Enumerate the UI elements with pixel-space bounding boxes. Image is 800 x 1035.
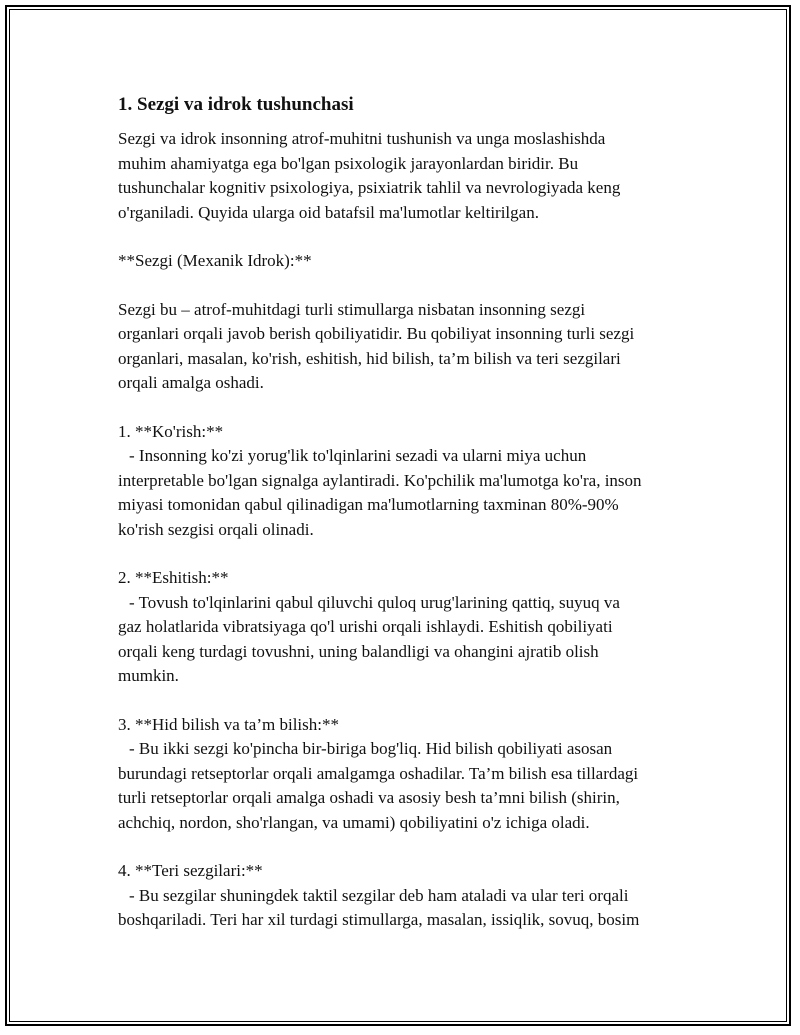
list-item-line: boshqariladi. Teri har xil turdagi stimullarga, masalan, issiqlik, sovuq, bosim: [118, 910, 640, 929]
definition-line: Sezgi bu – atrof-muhitdagi turli stimullarga nisbatan insonning sezgi: [118, 299, 586, 319]
definition-line: orqali amalga oshadi.: [118, 373, 264, 392]
list-item-title: 4. **Teri sezgilari:**: [118, 861, 263, 880]
list-item-line: achchiq, nordon, sho'rlangan, va umami) qobiliyatini o'z ichiga oladi.: [118, 812, 590, 832]
section-heading: 1. Sezgi va idrok tushunchasi: [118, 94, 354, 115]
list-item-line: mumkin.: [118, 666, 179, 685]
list-item-line: - Insonning ko'zi yorug'lik to'lqinlarini sezadi va ularni miya uchun: [129, 446, 587, 465]
list-item-line: - Tovush to'lqinlarini qabul qiluvchi quloq urug'larining qattiq, suyuq va: [129, 592, 620, 612]
list-item-line: ko'rish sezgisi orqali olinadi.: [118, 519, 314, 539]
list-item-teri: [118, 859, 693, 933]
list-item-eshitish: [118, 566, 693, 689]
document-body: [118, 93, 693, 957]
intro-paragraph: [118, 127, 693, 225]
list-item-title: 2. **Eshitish:**: [118, 568, 229, 587]
list-item-line: - Bu sezgilar shuningdek taktil sezgilar deb ham ataladi va ular teri orqali: [129, 885, 629, 905]
definition-paragraph: [118, 298, 693, 396]
list-item-title: 3. **Hid bilish va ta’m bilish:**: [118, 714, 339, 734]
list-item-korish: [118, 420, 693, 543]
list-item-line: turli retseptorlar orqali amalga oshadi va asosiy besh ta’mni bilish (shirin,: [118, 788, 620, 807]
list-item-line: burundagi retseptorlar orqali amalgamga oshadilar. Ta’m bilish esa tillardagi: [118, 763, 639, 783]
list-item-hid-tam: [118, 713, 693, 836]
list-item-line: orqali keng turdagi tovushni, uning balandligi va ohangini ajratib olish: [118, 641, 599, 661]
intro-line: tushunchalar kognitiv psixologiya, psixiatrik tahlil va nevrologiyada keng: [118, 178, 621, 197]
intro-line: Sezgi va idrok insonning atrof-muhitni tushunish va unga moslashishda: [118, 129, 606, 148]
list-item-line: interpretable bo'lgan signalga aylantiradi. Ko'pchilik ma'lumotga ko'ra, inson: [118, 470, 642, 490]
definition-line: organlari, masalan, ko'rish, eshitish, hid bilish, ta’m bilish va teri sezgilari: [118, 348, 621, 368]
intro-line: o'rganiladi. Quyida ularga oid batafsil ma'lumotlar keltirilgan.: [118, 202, 539, 222]
definition-line: organlari orqali javob berish qobiliyatidir. Bu qobiliyat insonning turli sezgi: [118, 324, 635, 343]
intro-line: muhim ahamiyatga ega bo'lgan psixologik jarayonlardan biridir. Bu: [118, 153, 579, 173]
list-item-line: gaz holatlarida vibratsiyaga qo'l urishi orqali ishlaydi. Eshitish qobiliyati: [118, 617, 613, 636]
list-item-line: miyasi tomonidan qabul qilinadigan ma'lumotlarning taxminan 80%-90%: [118, 495, 619, 514]
list-item-title: 1. **Ko'rish:**: [118, 421, 224, 441]
subsection-label: **Sezgi (Mexanik Idrok):**: [118, 251, 312, 270]
list-item-line: - Bu ikki sezgi ko'pincha bir-biriga bog'liq. Hid bilish qobiliyati asosan: [129, 739, 613, 758]
